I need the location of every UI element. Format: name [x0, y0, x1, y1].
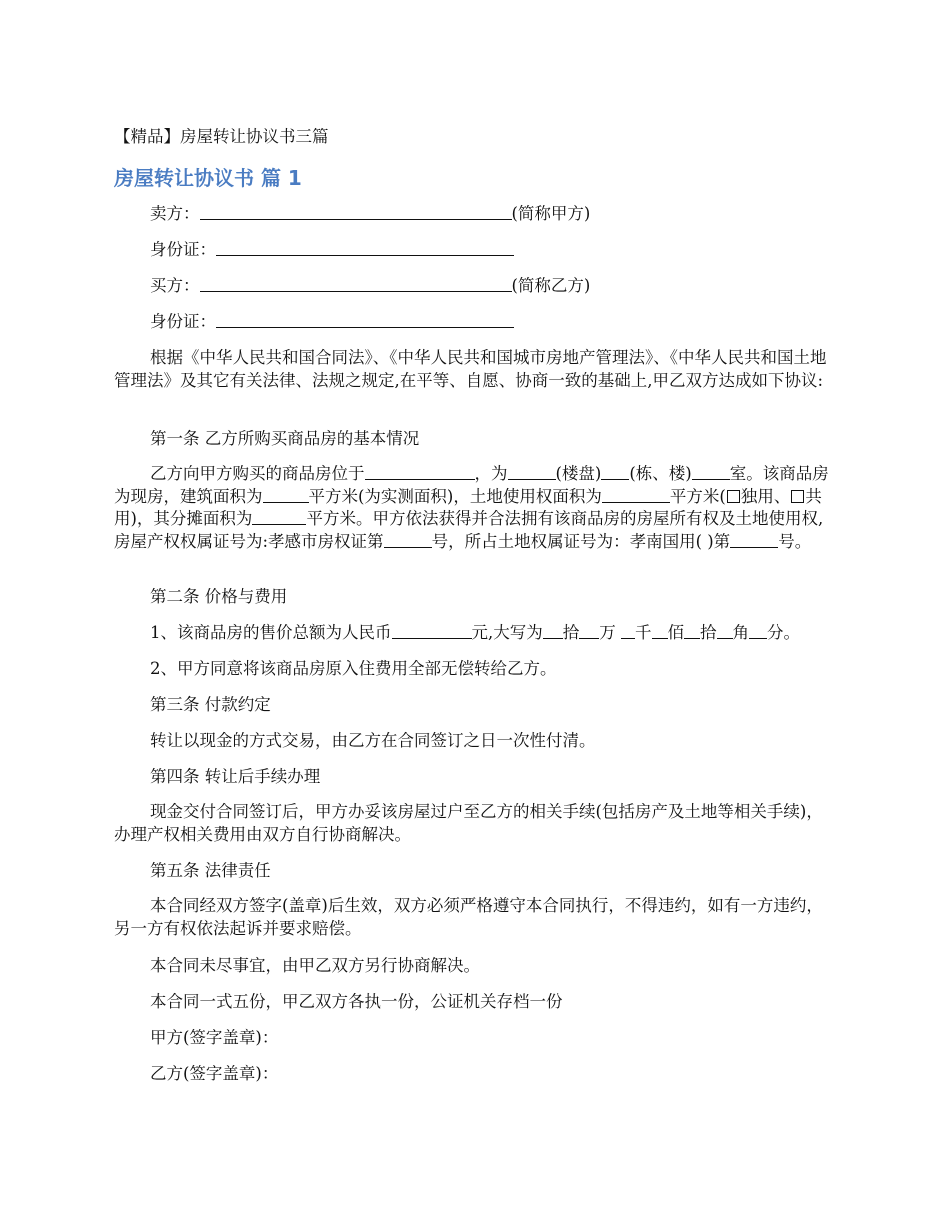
buyer-suffix: (简称乙方) [511, 276, 591, 295]
article-2-text: 角 [732, 623, 749, 642]
buyer-line [150, 275, 590, 297]
blank-room [692, 463, 730, 480]
buyer-id-blank [216, 311, 514, 328]
article-4-heading: 第四条 转让后手续办理 [150, 767, 321, 786]
seller-line [150, 203, 590, 225]
buyer-blank [200, 275, 512, 292]
blank-digit [579, 622, 599, 639]
article-5-heading: 第五条 法律责任 [150, 861, 271, 880]
signature-party-b: 乙方(签字盖章)： [150, 1064, 279, 1083]
article-1-text: 号。 [778, 531, 812, 551]
closing-text-2: 本合同一式五份，甲乙双方各执一份，公证机关存档一份 [150, 992, 563, 1011]
buyer-id-label: 身份证： [150, 312, 216, 331]
blank-shared-area [252, 508, 306, 525]
article-2-text: 1、该商品房的售价总额为人民币 [150, 623, 392, 642]
article-3-body: 转让以现金的方式交易，由乙方在合同签订之日一次性付清。 [150, 731, 596, 750]
document-title: 【精品】房屋转让协议书三篇 [114, 127, 329, 146]
article-2-heading: 第二条 价格与费用 [150, 587, 288, 606]
article-2-text: 佰 [667, 623, 684, 642]
blank-digit [543, 622, 563, 639]
article-1-text: 乙方向甲方购买的商品房位于 [150, 464, 365, 483]
article-2-text: 拾 [700, 623, 717, 642]
article-2-item-1 [150, 622, 800, 644]
blank-floor-area [263, 486, 309, 503]
buyer-label: 买方： [150, 276, 200, 295]
blank-digit [749, 622, 767, 639]
blank-digit [684, 622, 700, 639]
blank-block [601, 463, 629, 480]
article-2-text: 分。 [767, 623, 800, 642]
article-1-text: 室。该商品房为现房，建筑面积为 [114, 464, 829, 506]
blank-property-cert [384, 531, 432, 548]
article-2-text: 元,大写为 [471, 623, 543, 642]
article-1-text: (楼盘) [555, 464, 602, 483]
seller-id-blank [216, 239, 514, 256]
article-1-text: 号，所占土地权属证号为：孝南国用( )第 [431, 531, 731, 551]
seller-label: 卖方： [150, 204, 200, 223]
article-2-text: 千 [635, 623, 652, 642]
article-1-paragraph [114, 463, 838, 553]
article-1-heading: 第一条 乙方所购买商品房的基本情况 [150, 429, 420, 448]
checkbox-sole-use[interactable] [727, 490, 740, 503]
article-1-text: 平方米( [669, 486, 726, 506]
section-heading: 房屋转让协议书 篇 1 [114, 166, 302, 190]
checkbox-shared-use[interactable] [791, 490, 804, 503]
buyer-id-line [150, 311, 514, 333]
seller-blank [200, 203, 512, 220]
blank-digit [621, 622, 635, 639]
blank-land-cert [730, 531, 778, 548]
blank-location [365, 463, 475, 480]
seller-suffix: (简称甲方) [511, 204, 591, 223]
article-2-text: 万 [599, 623, 616, 642]
article-1-text: (栋、楼) [629, 464, 692, 483]
seller-id-line [150, 239, 514, 261]
blank-land-area [602, 486, 670, 503]
article-1-text: 共用)，其分摊面积为 [114, 486, 822, 528]
closing-text-1: 本合同未尽事宜，由甲乙双方另行协商解决。 [150, 956, 480, 975]
article-2-item-2: 2、甲方同意将该商品房原入住费用全部无偿转给乙方。 [150, 659, 557, 678]
blank-price [392, 622, 472, 639]
article-1-text: 平方米。甲方依法获得并合法拥有该商品房的房屋所有权及土地使用权,房屋产权权属证号为:孝感市房权证第 [114, 509, 824, 551]
preamble-paragraph: 根据《中华人民共和国合同法》、《中华人民共和国城市房地产管理法》、《中华人民共和国土地管理法》及其它有关法律、法规之规定,在平等、自愿、协商一致的基础上,甲乙双方达成如下协议: [114, 348, 827, 390]
seller-id-label: 身份证： [150, 240, 216, 259]
blank-digit [717, 622, 733, 639]
article-1-text: 独用、 [740, 486, 791, 506]
article-2-text: 拾 [562, 623, 580, 642]
article-1-text: ，为 [474, 464, 508, 483]
blank-building [508, 463, 556, 480]
signature-party-a: 甲方(签字盖章)： [150, 1028, 279, 1047]
blank-digit [652, 622, 668, 639]
article-1-text: 平方米(为实测面积)，土地使用权面积为 [308, 486, 602, 506]
article-3-heading: 第三条 付款约定 [150, 695, 271, 714]
article-4-body: 现金交付合同签订后，甲方办妥该房屋过户至乙方的相关手续(包括房产及土地等相关手续)，办理产权相关费用由双方自行协商解决。 [114, 802, 823, 844]
article-5-body: 本合同经双方签字(盖章)后生效，双方必须严格遵守本合同执行，不得违约，如有一方违约，另一方有权依法起诉并要求赔偿。 [114, 896, 823, 938]
